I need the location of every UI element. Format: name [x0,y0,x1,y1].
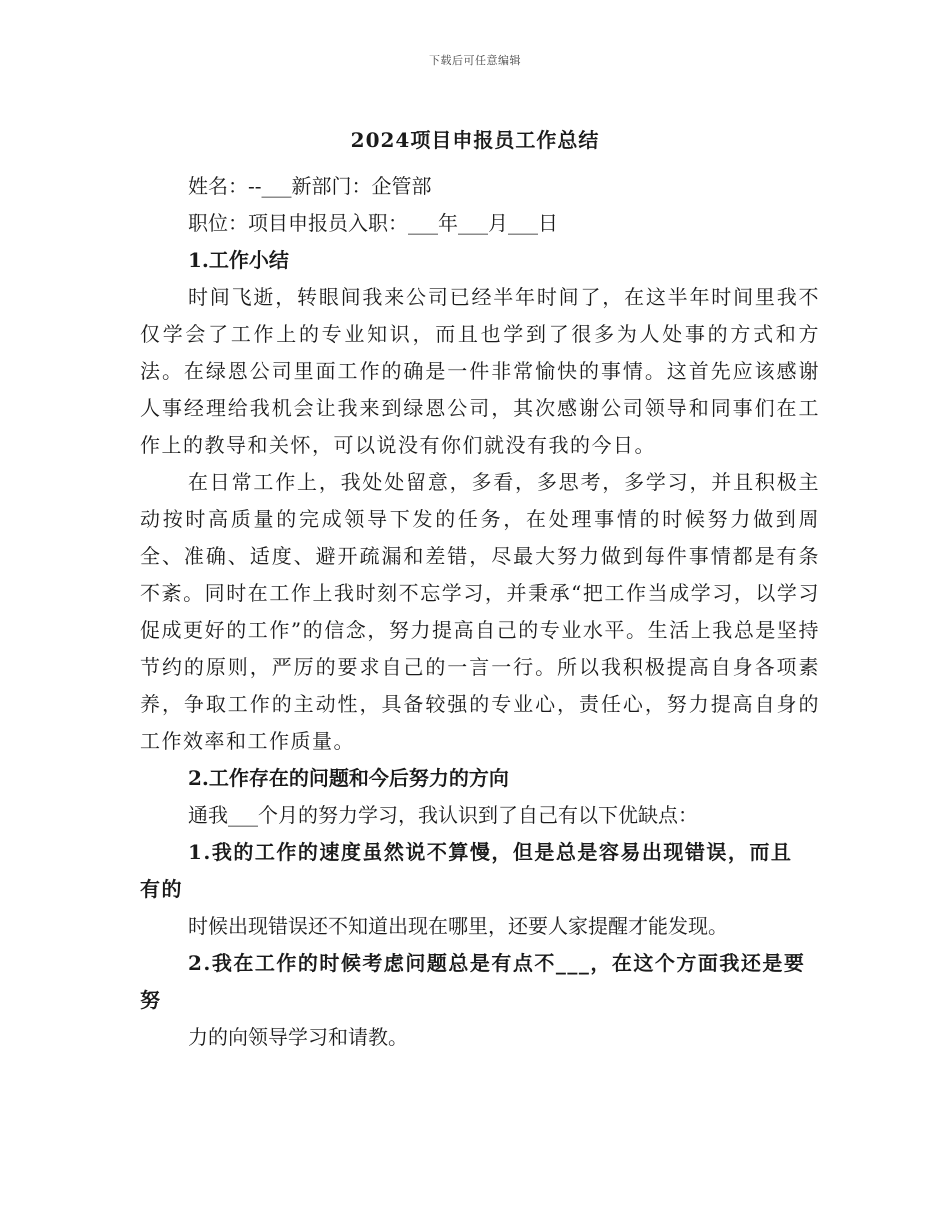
item2-bold-line1: 2.我在工作的时候考虑问题总是有点不___，在这个方面我还是要 [188,951,806,975]
item2-continuation: 力的向领导学习和请教。 [188,1025,408,1049]
section1-paragraph-1: 时间飞逝，转眼间我来公司已经半年时间了，在这半年时间里我不仅学会了工作上的专业知识，而且也学到了很多为人处事的方式和方法。在绿恩公司里面工作的确是一件非常愉快的事情。这首先应该感谢人事经理给我机会让我来到绿恩公司，其次感谢公司领导和同事们在工作上的教导和关怀，可以说没有你们就没有我的今日。 [140,285,820,457]
name-department-line: 姓名：--___新部门：企管部 [188,174,432,198]
item2-bold-line2: 努 [140,988,162,1012]
position-entry-line: 职位：项目申报员入职：___年___月___日 [188,211,558,235]
section1-paragraph-2: 在日常工作上，我处处留意，多看，多思考，多学习，并且积极主动按时高质量的完成领导下发的任务，在处理事情的时候努力做到周全、准确、适度、避开疏漏和差错，尽最大努力做到每件事情都是有条不紊。同时在工作上我时刻不忘学习，并秉承“把工作当成学习，以学习促成更好的工作”的信念，努力提高自己的专业水平。生活上我总是坚持节约的原则，严厉的要求自己的一言一行。所以我积极提高自身各项素养，争取工作的主动性，具备较强的专业心，责任心，努力提高自身的工作效率和工作质量。 [140,470,820,753]
section2-heading: 2.工作存在的问题和今后努力的方向 [188,766,509,790]
item1-continuation: 时候出现错误还不知道出现在哪里，还要人家提醒才能发现。 [188,914,728,938]
header-note: 下载后可任意编辑 [429,54,521,67]
document-title: 2024项目申报员工作总结 [350,128,600,152]
section1-heading: 1.工作小结 [188,248,289,272]
section2-intro: 通我___个月的努力学习，我认识到了自己有以下优缺点： [188,803,698,827]
item1-bold-line2: 有的 [140,877,183,901]
item1-bold-line1: 1.我的工作的速度虽然说不算慢，但是总是容易出现错误，而且 [188,840,793,864]
document-body [140,168,820,1056]
